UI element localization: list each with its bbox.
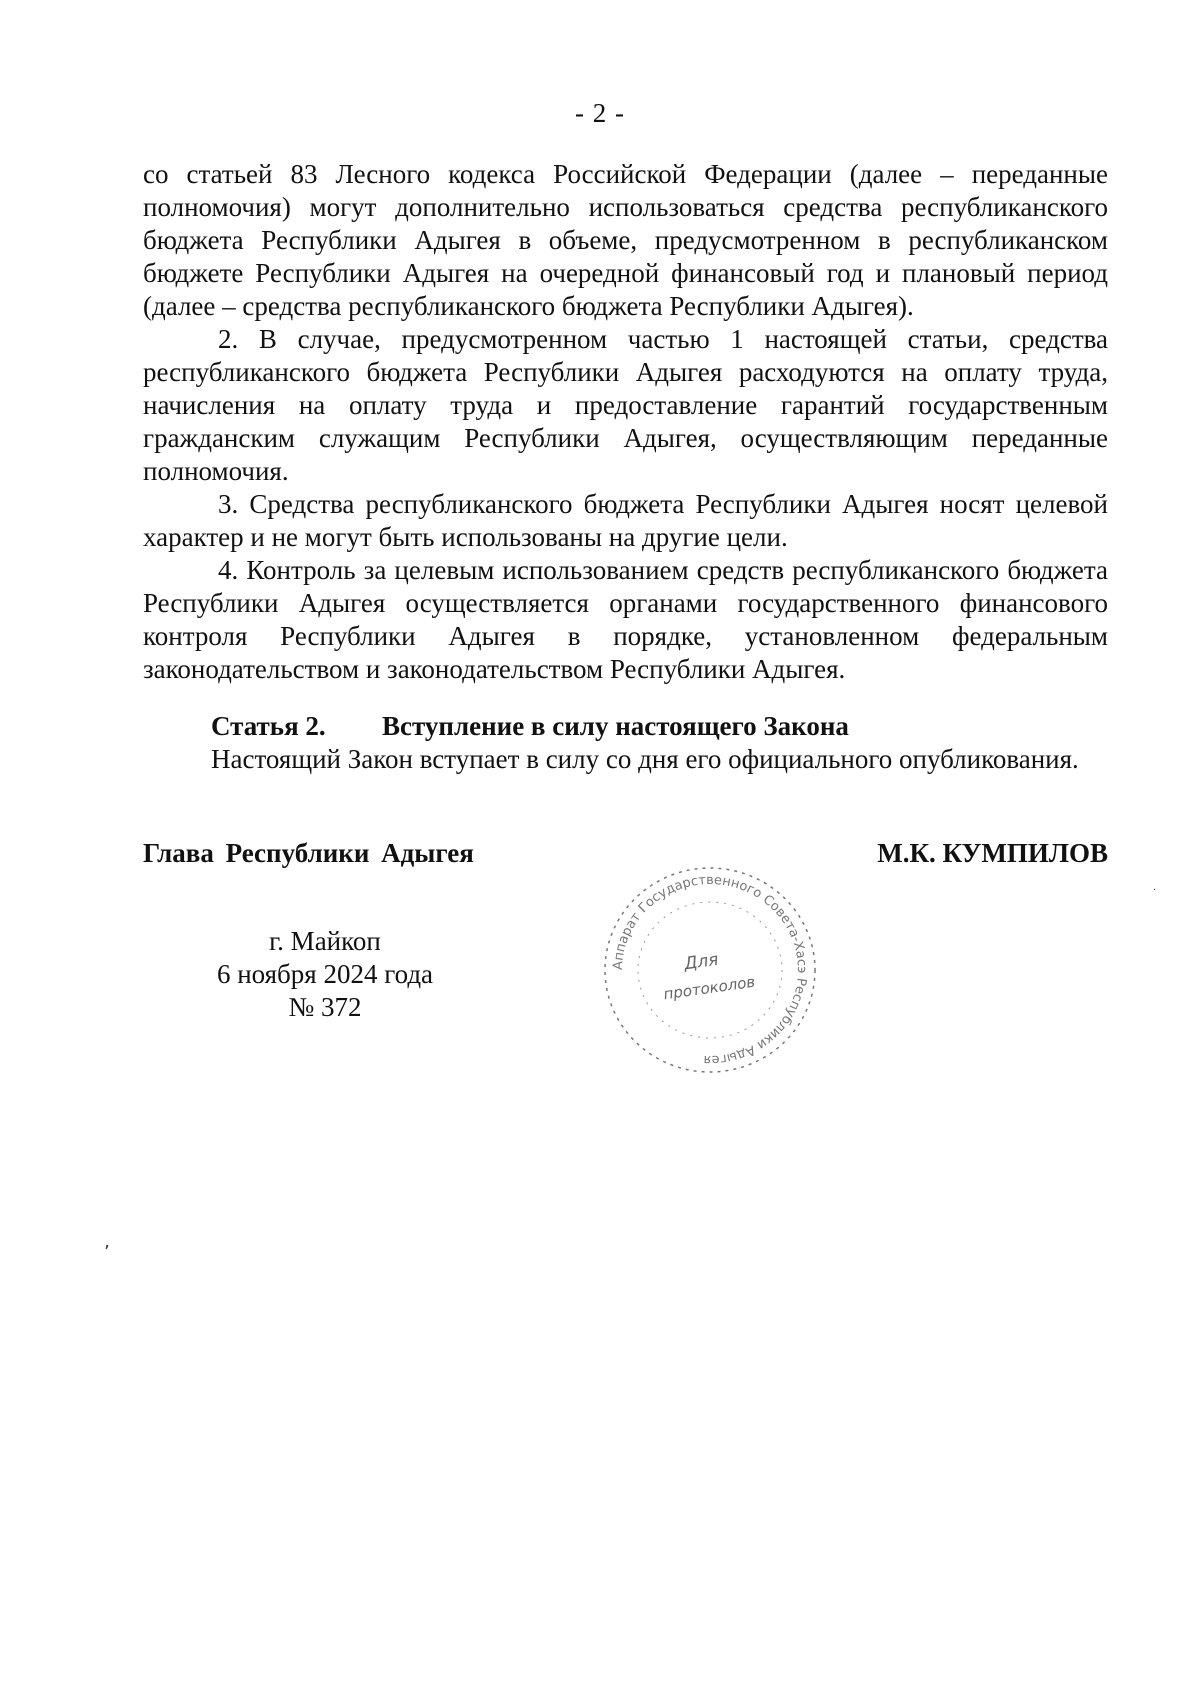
paragraph-3: 3. Средства республиканского бюджета Республики Адыгея носят целевой характер и не могут быть использованы на другие цели. — [143, 489, 1108, 552]
article-2-text: Настоящий Закон вступает в силу со дня его официального опубликования. — [211, 744, 1079, 774]
city: г. Майкоп — [269, 926, 381, 956]
law-number: № 372 — [288, 992, 362, 1022]
signer-name: М.К. КУМПИЛОВ — [877, 838, 1108, 868]
stamp-outer-text: Аппарат Государственного Совета-Хасэ Республики Адыгея — [610, 872, 810, 1068]
stamp-center-line-2: протоколов — [662, 972, 757, 1004]
paragraph-2: 2. В случае, предусмотренном частью 1 настоящей статьи, средства республиканского бюджета Республики Адыгея расходуются на оплату труда, начисления на оплату труда и предоставление гарантий государственным гражданским служащим Республики Адыгея, осуществляющим переданные полномочия. — [143, 324, 1108, 486]
stamp-center-line-1: Для — [682, 949, 720, 975]
signer-title: Глава Республики Адыгея — [143, 838, 474, 868]
article-2-number: Статья 2. — [211, 711, 326, 741]
paragraph-1-continuation: со статьей 83 Лесного кодекса Российской Федерации (далее – переданные полномочия) могут дополнительно использоваться средства республиканского бюджета Республики Адыгея в объеме, предусмотренном в республиканском бюджете Республики Адыгея на очередной финансовый год и плановый период (далее – средства республиканского бюджета Республики Адыгея). — [143, 159, 1108, 321]
article-2-title: Вступление в силу настоящего Закона — [382, 711, 849, 741]
article-2 — [211, 710, 1111, 776]
scan-mark: ’ — [104, 1242, 110, 1263]
place-date-block — [190, 925, 460, 1024]
official-stamp — [590, 855, 830, 1085]
paragraph-4: 4. Контроль за целевым использованием средств республиканского бюджета Республики Адыгея осуществляется органами государственного финансового контроля Республики Адыгея в порядке, установленном федеральным законодательством и законодательством Республики Адыгея. — [143, 555, 1108, 684]
signing-date: 6 ноября 2024 года — [216, 959, 434, 989]
page-number: - 2 - — [575, 98, 625, 128]
article-1-continuation — [143, 158, 1108, 686]
article-2-heading — [211, 710, 1111, 743]
scan-dot: · — [1153, 885, 1157, 896]
